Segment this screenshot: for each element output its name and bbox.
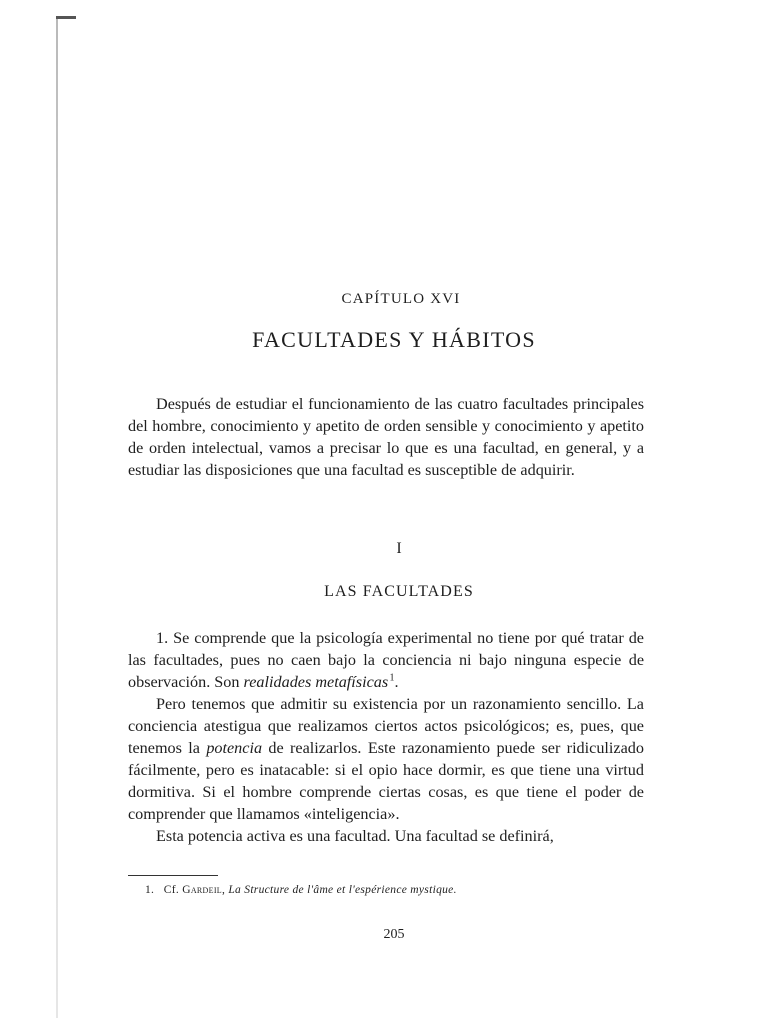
page-edge	[56, 18, 58, 1018]
section-text	[128, 627, 644, 847]
footnote-number: 1.	[145, 884, 155, 896]
footnote-cf: Cf.	[163, 884, 180, 896]
paragraph-2-start: Pero tenemos que admitir su existencia por un razonamiento sencillo. La conciencia atestigua que realizamos ciertos actos psicológicos; es, pues, que tenemos la	[128, 695, 644, 757]
chapter-title: FACULTADES Y HÁBITOS	[252, 327, 536, 352]
section-paragraph-2	[128, 693, 644, 825]
footnote	[145, 884, 457, 896]
page-number: 205	[383, 927, 405, 942]
intro-paragraph: Después de estudiar el funcionamiento de las cuatro facultades principales del hombre, conocimiento y apetito de orden sensible y conocimiento y apetito de orden intelectual, vamos a precisar lo que es una facultad, en general, y a estudiar las disposiciones que una facultad es susceptible de adquirir.	[128, 395, 644, 479]
paragraph-2-end: de realizarlos. Este razonamiento puede ser ridiculizado fácilmente, pero es inatacable: si el opio hace dormir, es que tiene una virtud dormitiva. Si el hombre comprende ciertas cosas, es que tiene el poder de comprender que llamamos «inteligencia».	[128, 739, 644, 823]
intro-text	[128, 393, 644, 481]
paragraph-1-end: .	[394, 673, 399, 691]
paragraph-2-italic: potencia	[206, 739, 263, 757]
footnote-work: La Structure de l'âme et l'espérience mystique.	[228, 884, 457, 896]
section-numeral: I	[396, 540, 402, 557]
chapter-label: CAPÍTULO XVI	[341, 291, 461, 307]
paragraph-1-italic: realidades metafísicas	[243, 673, 389, 691]
footnote-author: Gardeil,	[182, 884, 226, 896]
footnote-reference: 1	[389, 672, 395, 684]
page-corner-mark	[56, 16, 76, 19]
section-title: LAS FACULTADES	[324, 583, 474, 600]
section-paragraph-1	[128, 627, 644, 693]
section-paragraph-3: Esta potencia activa es una facultad. Una facultad se definirá,	[156, 827, 554, 845]
paragraph-1-text: 1. Se comprende que la psicología experimental no tiene por qué tratar de las facultades, pues no caen bajo la conciencia ni bajo ninguna especie de observación. Son	[128, 629, 644, 691]
footnote-rule	[128, 875, 218, 876]
